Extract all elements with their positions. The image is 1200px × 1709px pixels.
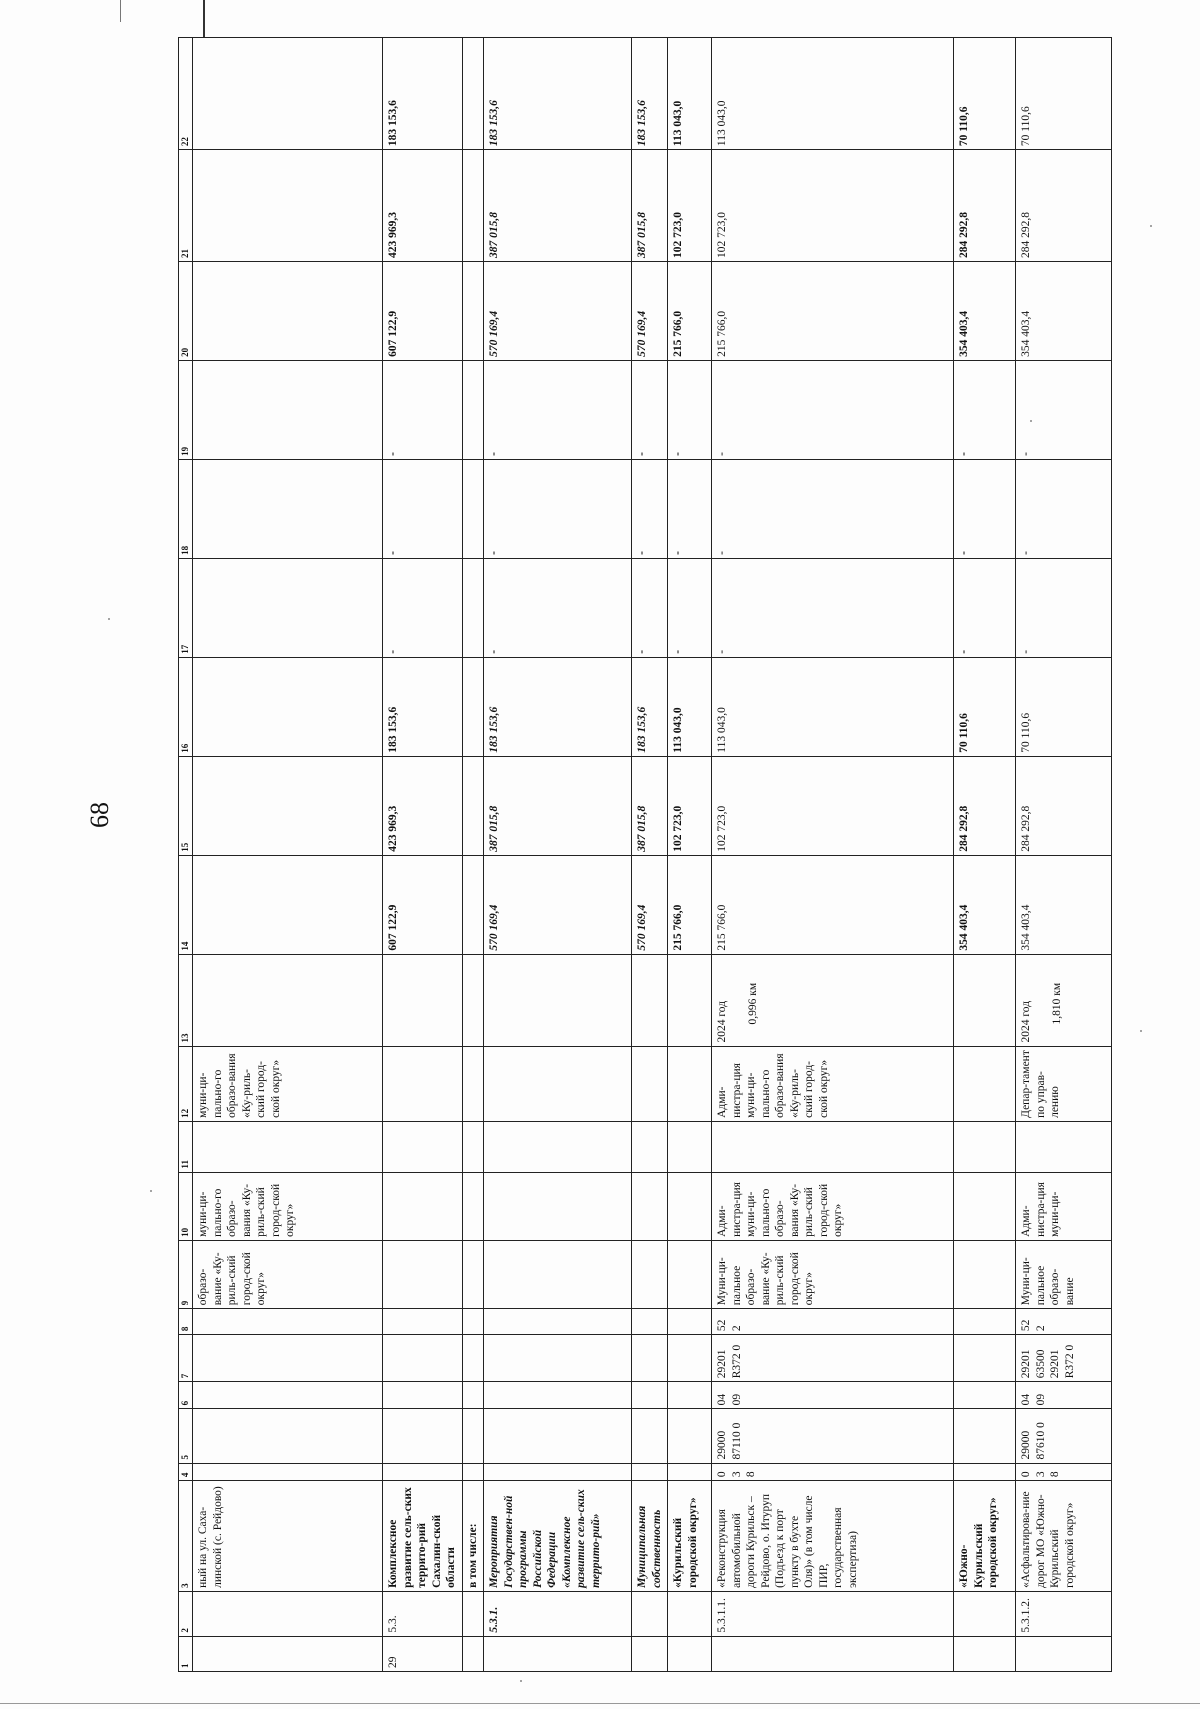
cell-index — [484, 1636, 632, 1671]
cell-c9: Муни-ци-пальное образо-вание «Ку-риль-ский город-ской округ» — [712, 1240, 954, 1308]
cell-index — [193, 1636, 383, 1671]
col-header: 15 — [179, 756, 193, 855]
cell-c21 — [193, 150, 383, 262]
cell-c7 — [668, 1335, 712, 1382]
cell-c15: 102 723,0 — [668, 756, 712, 855]
cell-c4: 0 3 8 — [712, 1463, 954, 1481]
cell-c13 — [668, 954, 712, 1046]
cell-c8: 52 2 — [1016, 1309, 1112, 1335]
cell-c10 — [954, 1172, 1016, 1240]
cell-code: 5.3.1.1. — [712, 1591, 954, 1636]
column-number-row — [179, 38, 193, 1672]
year-text: 2024 год — [1020, 1000, 1032, 1043]
cell-c11 — [668, 1121, 712, 1172]
cell-c13 — [193, 954, 383, 1046]
cell-c4 — [668, 1463, 712, 1481]
cell-c22 — [462, 38, 484, 150]
cell-index: 29 — [383, 1636, 463, 1671]
cell-c8 — [484, 1309, 632, 1335]
col-header: 9 — [179, 1240, 193, 1308]
cell-c15: 102 723,0 — [712, 756, 954, 855]
scan-edge-mark — [203, 0, 205, 38]
col-header: 10 — [179, 1172, 193, 1240]
cell-c20: 570 169,4 — [632, 261, 668, 360]
scan-edge-mark-left — [120, 0, 121, 22]
col-header: 1 — [179, 1636, 193, 1671]
col-header: 17 — [179, 558, 193, 657]
cell-c22: 183 153,6 — [484, 38, 632, 150]
cell-c11 — [954, 1121, 1016, 1172]
scan-bottom-edge — [0, 1703, 1200, 1704]
cell-c10 — [668, 1172, 712, 1240]
cell-c11 — [484, 1121, 632, 1172]
cell-c8: 52 2 — [712, 1309, 954, 1335]
cell-name: «Южно-Курильский городской округ» — [954, 1481, 1016, 1592]
cell-c6 — [462, 1382, 484, 1409]
cell-c14: 607 122,9 — [383, 855, 463, 954]
page-number: 68 — [85, 802, 114, 828]
cell-c16: 113 043,0 — [668, 657, 712, 756]
cell-c13 — [712, 954, 954, 1046]
cell-c7 — [462, 1335, 484, 1382]
table-row — [1016, 38, 1112, 1672]
cell-code — [954, 1591, 1016, 1636]
cell-c6 — [668, 1382, 712, 1409]
cell-c20: 215 766,0 — [712, 261, 954, 360]
cell-code — [462, 1591, 484, 1636]
cell-index — [462, 1636, 484, 1671]
cell-c16: 183 153,6 — [484, 657, 632, 756]
table-row — [632, 38, 668, 1672]
col-header: 18 — [179, 459, 193, 558]
cell-c8 — [954, 1309, 1016, 1335]
cell-c15: 423 969,3 — [383, 756, 463, 855]
cell-c7 — [193, 1335, 383, 1382]
cell-c18: - — [632, 459, 668, 558]
cell-c15 — [193, 756, 383, 855]
cell-index — [954, 1636, 1016, 1671]
cell-c22: 70 110,6 — [1016, 38, 1112, 150]
cell-c14: 354 403,4 — [954, 855, 1016, 954]
cell-c7 — [632, 1335, 668, 1382]
cell-c5 — [193, 1409, 383, 1463]
cell-c15 — [462, 756, 484, 855]
length-text: 1,810 км — [1050, 982, 1063, 1025]
budget-table-rotated — [178, 37, 1180, 1672]
cell-c12 — [484, 1046, 632, 1121]
cell-c17: - — [954, 558, 1016, 657]
table-row — [193, 38, 383, 1672]
cell-c5: 29000 87110 0 — [712, 1409, 954, 1463]
cell-c15: 387 015,8 — [484, 756, 632, 855]
cell-c12 — [954, 1046, 1016, 1121]
cell-c4: 0 3 8 — [1016, 1463, 1112, 1481]
col-header: 16 — [179, 657, 193, 756]
col-header: 5 — [179, 1409, 193, 1463]
col-header: 8 — [179, 1309, 193, 1335]
cell-c12 — [668, 1046, 712, 1121]
cell-c6 — [383, 1382, 463, 1409]
col-header: 11 — [179, 1121, 193, 1172]
cell-code: 5.3.1. — [484, 1591, 632, 1636]
cell-c18 — [193, 459, 383, 558]
cell-c6 — [954, 1382, 1016, 1409]
cell-c20: 354 403,4 — [954, 261, 1016, 360]
cell-c22: 183 153,6 — [632, 38, 668, 150]
cell-c22: 113 043,0 — [668, 38, 712, 150]
cell-c21: 387 015,8 — [484, 150, 632, 262]
cell-name: «Асфальтирова-ние дорог МО «Южно-Курильский городской округ» — [1016, 1481, 1112, 1592]
cell-c10 — [462, 1172, 484, 1240]
cell-c19: - — [668, 360, 712, 459]
cell-c13 — [462, 954, 484, 1046]
cell-c17: - — [632, 558, 668, 657]
col-header: 22 — [179, 38, 193, 150]
cell-c5: 29000 87610 0 — [1016, 1409, 1112, 1463]
cell-code — [668, 1591, 712, 1636]
cell-name: Комплексное развитие сель-ских террито-рий Сахалин-ской области — [383, 1481, 463, 1592]
cell-name: Муниципальная собственность — [632, 1481, 668, 1592]
cell-c21: 102 723,0 — [712, 150, 954, 262]
cell-code: 5.3.1.2. — [1016, 1591, 1112, 1636]
col-header: 7 — [179, 1335, 193, 1382]
cell-code — [193, 1591, 383, 1636]
scan-speck — [520, 1680, 522, 1682]
cell-c13 — [484, 954, 632, 1046]
cell-c7: 29201 63500 29201 R372 0 — [1016, 1335, 1112, 1382]
cell-c10: Адми-нистра-ция муни-ци- — [1016, 1172, 1112, 1240]
cell-c18: - — [484, 459, 632, 558]
cell-c5 — [954, 1409, 1016, 1463]
cell-c18: - — [1016, 459, 1112, 558]
cell-c21: 284 292,8 — [954, 150, 1016, 262]
table-row — [462, 38, 484, 1672]
cell-c22: 70 110,6 — [954, 38, 1016, 150]
cell-c20 — [193, 261, 383, 360]
cell-c18: - — [712, 459, 954, 558]
col-header: 19 — [179, 360, 193, 459]
cell-c15: 284 292,8 — [1016, 756, 1112, 855]
col-header: 4 — [179, 1463, 193, 1481]
col-header: 14 — [179, 855, 193, 954]
cell-index — [712, 1636, 954, 1671]
cell-c16 — [193, 657, 383, 756]
cell-index — [1016, 1636, 1112, 1671]
cell-c19: - — [712, 360, 954, 459]
cell-c17: - — [712, 558, 954, 657]
table-row — [954, 38, 1016, 1672]
cell-c14: 570 169,4 — [632, 855, 668, 954]
cell-c12: муни-ци-пально-го образо-вания «Ку-риль-ский город-ской округ» — [193, 1046, 383, 1121]
cell-c13 — [1016, 954, 1112, 1046]
col-header: 20 — [179, 261, 193, 360]
scan-speck — [150, 1190, 152, 1192]
cell-c20: 215 766,0 — [668, 261, 712, 360]
cell-c21 — [462, 150, 484, 262]
cell-c20: 607 122,9 — [383, 261, 463, 360]
cell-c16: 70 110,6 — [1016, 657, 1112, 756]
cell-c17: - — [668, 558, 712, 657]
cell-c13 — [632, 954, 668, 1046]
budget-table — [178, 37, 1112, 1672]
col-header: 2 — [179, 1591, 193, 1636]
cell-c16: 183 153,6 — [383, 657, 463, 756]
cell-c14 — [193, 855, 383, 954]
cell-c6 — [193, 1382, 383, 1409]
cell-c15: 387 015,8 — [632, 756, 668, 855]
cell-c8 — [668, 1309, 712, 1335]
cell-c10: муни-ци-пально-го образо-вания «Ку-риль-ский город-ской округ» — [193, 1172, 383, 1240]
cell-c21: 387 015,8 — [632, 150, 668, 262]
cell-c17 — [193, 558, 383, 657]
cell-name: ный на ул. Саха-линской (с. Рейдово) — [193, 1481, 383, 1592]
length-text: 0,996 км — [746, 982, 759, 1025]
cell-c8 — [462, 1309, 484, 1335]
cell-c14: 215 766,0 — [712, 855, 954, 954]
cell-c10 — [632, 1172, 668, 1240]
cell-c11 — [632, 1121, 668, 1172]
cell-c9 — [462, 1240, 484, 1308]
cell-c14: 570 169,4 — [484, 855, 632, 954]
cell-c12: Адми-нистра-ция муни-ци-пально-го образо-вания «Ку-риль-ский город-ской округ» — [712, 1046, 954, 1121]
cell-c19 — [193, 360, 383, 459]
cell-index — [668, 1636, 712, 1671]
cell-c12 — [462, 1046, 484, 1121]
cell-c17: - — [383, 558, 463, 657]
cell-c11 — [712, 1121, 954, 1172]
cell-c4 — [462, 1463, 484, 1481]
cell-c16: 113 043,0 — [712, 657, 954, 756]
cell-c6: 04 09 — [1016, 1382, 1112, 1409]
cell-c22 — [193, 38, 383, 150]
cell-c16 — [462, 657, 484, 756]
table-row — [712, 38, 954, 1672]
cell-c6 — [632, 1382, 668, 1409]
cell-c19: - — [383, 360, 463, 459]
cell-name: «Курильский городской округ» — [668, 1481, 712, 1592]
cell-c8 — [193, 1309, 383, 1335]
cell-c11 — [193, 1121, 383, 1172]
cell-c17: - — [484, 558, 632, 657]
cell-c20: 354 403,4 — [1016, 261, 1112, 360]
cell-c19: - — [1016, 360, 1112, 459]
col-header: 21 — [179, 150, 193, 262]
cell-c13 — [383, 954, 463, 1046]
cell-name: в том числе: — [462, 1481, 484, 1592]
cell-c13 — [954, 954, 1016, 1046]
cell-c4 — [383, 1463, 463, 1481]
cell-c19: - — [954, 360, 1016, 459]
cell-c17 — [462, 558, 484, 657]
cell-c18: - — [383, 459, 463, 558]
cell-c4 — [632, 1463, 668, 1481]
cell-c19: - — [484, 360, 632, 459]
cell-c9 — [668, 1240, 712, 1308]
cell-c21: 423 969,3 — [383, 150, 463, 262]
cell-c4 — [954, 1463, 1016, 1481]
cell-c22: 113 043,0 — [712, 38, 954, 150]
cell-c5 — [484, 1409, 632, 1463]
cell-c14 — [462, 855, 484, 954]
cell-c14: 215 766,0 — [668, 855, 712, 954]
cell-c18: - — [954, 459, 1016, 558]
cell-c9 — [383, 1240, 463, 1308]
cell-c5 — [383, 1409, 463, 1463]
table-row — [484, 38, 632, 1672]
cell-c8 — [632, 1309, 668, 1335]
col-header: 12 — [179, 1046, 193, 1121]
cell-c10 — [484, 1172, 632, 1240]
cell-c12 — [632, 1046, 668, 1121]
cell-c21: 102 723,0 — [668, 150, 712, 262]
cell-c9 — [954, 1240, 1016, 1308]
cell-c21: 284 292,8 — [1016, 150, 1112, 262]
cell-c5 — [668, 1409, 712, 1463]
cell-c5 — [462, 1409, 484, 1463]
cell-name: Мероприятия Государствен-ной программы Российской Федерации «Комплексное развитие сель-ских террито-рий» — [484, 1481, 632, 1592]
cell-c14: 354 403,4 — [1016, 855, 1112, 954]
cell-c18 — [462, 459, 484, 558]
cell-c17: - — [1016, 558, 1112, 657]
cell-code: 5.3. — [383, 1591, 463, 1636]
cell-c7: 29201 R372 0 — [712, 1335, 954, 1382]
cell-c11 — [1016, 1121, 1112, 1172]
cell-code — [632, 1591, 668, 1636]
cell-c18: - — [668, 459, 712, 558]
table-row — [383, 38, 463, 1672]
cell-c10: Адми-нистра-ция муни-ци-пально-го образо-вания «Ку-риль-ский город-ской округ» — [712, 1172, 954, 1240]
cell-index — [632, 1636, 668, 1671]
cell-c9 — [484, 1240, 632, 1308]
cell-c16: 183 153,6 — [632, 657, 668, 756]
col-header: 3 — [179, 1481, 193, 1592]
cell-c8 — [383, 1309, 463, 1335]
scan-speck — [108, 618, 110, 620]
cell-c10 — [383, 1172, 463, 1240]
cell-c9 — [632, 1240, 668, 1308]
cell-c4 — [484, 1463, 632, 1481]
cell-c7 — [954, 1335, 1016, 1382]
cell-c19 — [462, 360, 484, 459]
cell-c16: 70 110,6 — [954, 657, 1016, 756]
cell-c6 — [484, 1382, 632, 1409]
cell-c6: 04 09 — [712, 1382, 954, 1409]
cell-name: «Реконструкция автомобильной дороги Курильск – Рейдово, о. Итуруп (Подъезд к порт пункту в бухте Оля)» (в том числе ПИР, государственная экспертиза) — [712, 1481, 954, 1592]
table-row — [668, 38, 712, 1672]
cell-c7 — [484, 1335, 632, 1382]
cell-c20: 570 169,4 — [484, 261, 632, 360]
cell-c11 — [462, 1121, 484, 1172]
year-text: 2024 год — [716, 1000, 728, 1043]
cell-c9: Муни-ци-пальное образо-вание — [1016, 1240, 1112, 1308]
cell-c4 — [193, 1463, 383, 1481]
cell-c12: Депар-тамент по управ-лению — [1016, 1046, 1112, 1121]
cell-c20 — [462, 261, 484, 360]
cell-c19: - — [632, 360, 668, 459]
cell-c9: образо-вание «Ку-риль-ский город-ской округ» — [193, 1240, 383, 1308]
cell-c11 — [383, 1121, 463, 1172]
cell-c12 — [383, 1046, 463, 1121]
cell-c7 — [383, 1335, 463, 1382]
cell-c22: 183 153,6 — [383, 38, 463, 150]
cell-c5 — [632, 1409, 668, 1463]
col-header: 13 — [179, 954, 193, 1046]
col-header: 6 — [179, 1382, 193, 1409]
cell-c15: 284 292,8 — [954, 756, 1016, 855]
